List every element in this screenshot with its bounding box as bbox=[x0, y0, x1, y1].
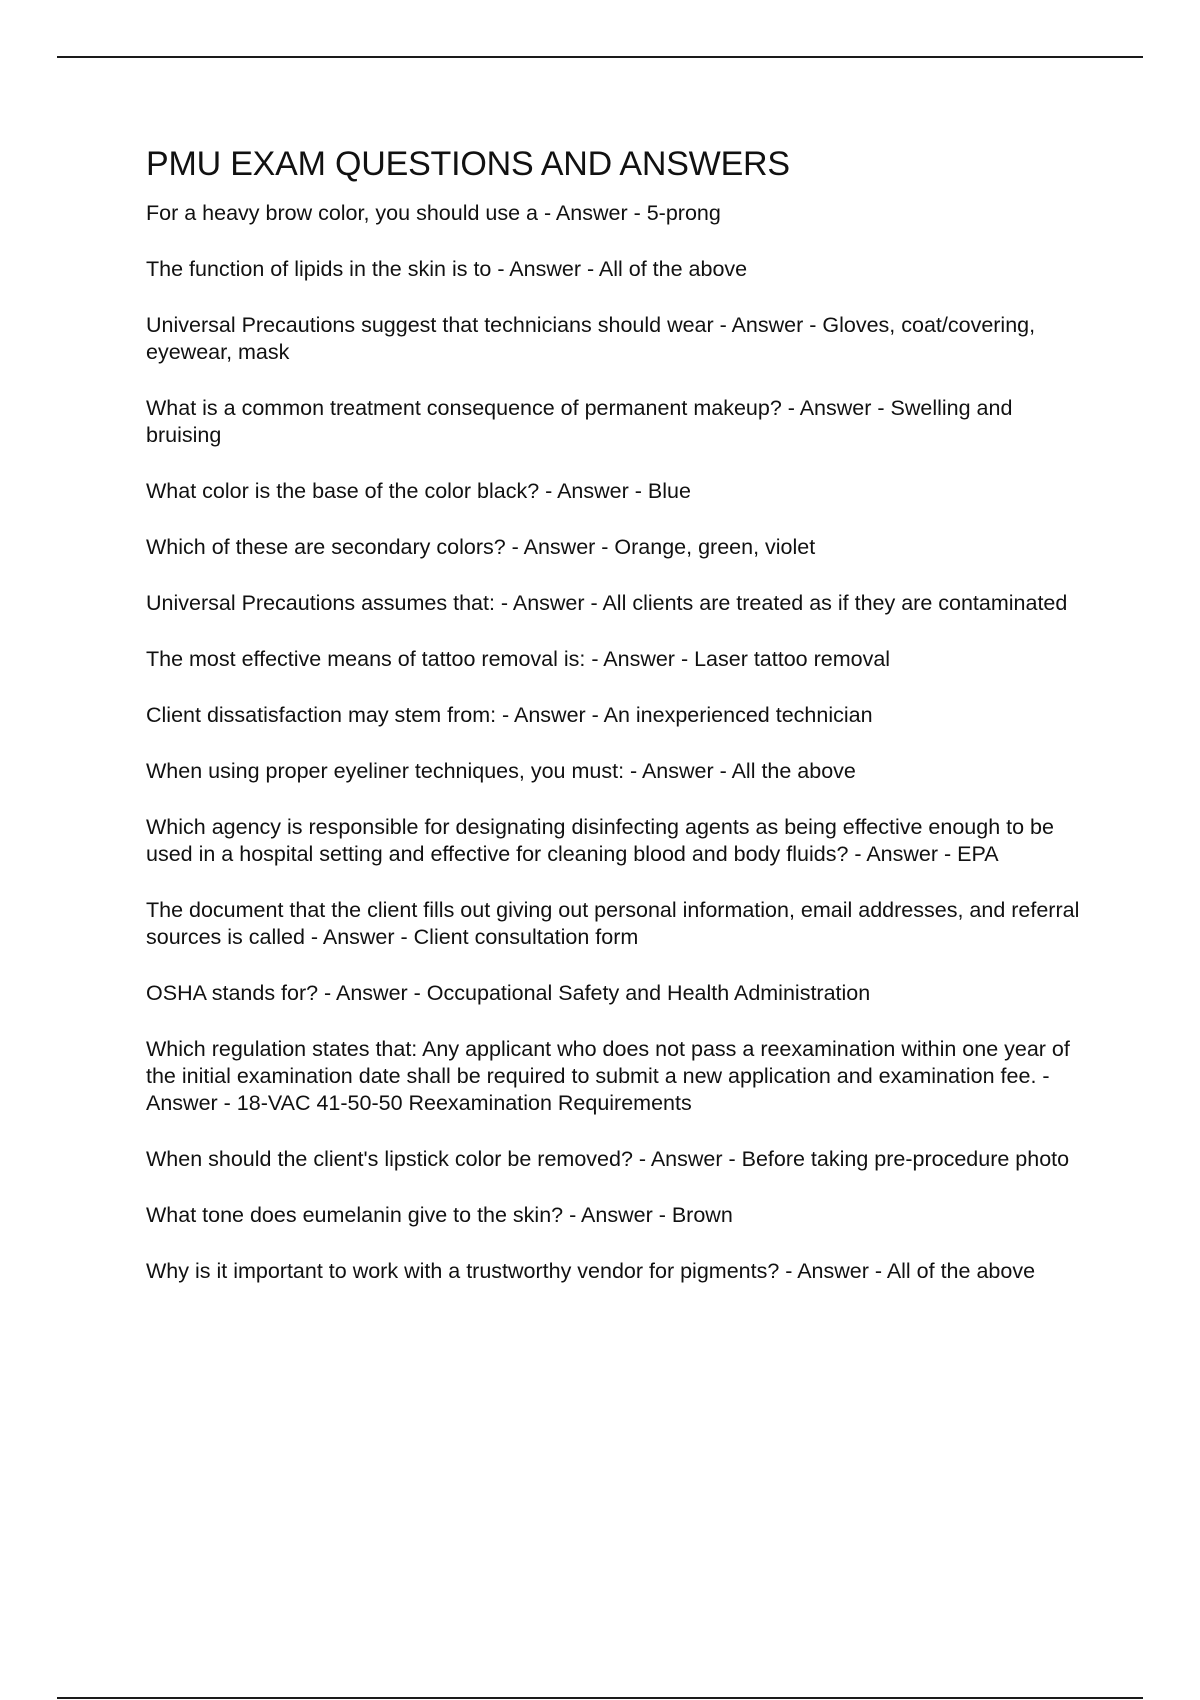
qa-item: The document that the client fills out giving out personal information, email addresses, and referral sources is called - Answer - Client consultation form bbox=[146, 898, 1080, 949]
qa-item: When should the client's lipstick color be removed? - Answer - Before taking pre-procedure photo bbox=[146, 1147, 1070, 1171]
header-rule bbox=[57, 56, 1143, 58]
qa-item: OSHA stands for? - Answer - Occupational Safety and Health Administration bbox=[146, 981, 871, 1005]
qa-item: For a heavy brow color, you should use a - Answer - 5-prong bbox=[146, 201, 721, 225]
qa-item: Which regulation states that: Any applicant who does not pass a reexamination within one year of the initial examination date shall be required to submit a new application and examination fee. - Answer - 18-VAC 41-50-50 Reexamination Requirements bbox=[146, 1037, 1070, 1115]
qa-item: Why is it important to work with a trustworthy vendor for pigments? - Answer - All of the above bbox=[146, 1259, 1036, 1283]
qa-item: What tone does eumelanin give to the skin? - Answer - Brown bbox=[146, 1203, 733, 1227]
qa-item: What color is the base of the color black? - Answer - Blue bbox=[146, 479, 691, 503]
qa-item: The most effective means of tattoo removal is: - Answer - Laser tattoo removal bbox=[146, 647, 891, 671]
document-body bbox=[146, 144, 1092, 1314]
qa-item: Which of these are secondary colors? - Answer - Orange, green, violet bbox=[146, 535, 816, 559]
footer-rule bbox=[57, 1697, 1143, 1699]
qa-item: What is a common treatment consequence of permanent makeup? - Answer - Swelling and bruising bbox=[146, 396, 1013, 447]
qa-item: Universal Precautions suggest that technicians should wear - Answer - Gloves, coat/covering, eyewear, mask bbox=[146, 313, 1036, 364]
qa-item: When using proper eyeliner techniques, you must: - Answer - All the above bbox=[146, 759, 856, 783]
qa-item: The function of lipids in the skin is to - Answer - All of the above bbox=[146, 257, 748, 281]
qa-list bbox=[146, 200, 1092, 1285]
document-title: PMU EXAM QUESTIONS AND ANSWERS bbox=[146, 145, 790, 183]
qa-item: Which agency is responsible for designating disinfecting agents as being effective enough to be used in a hospital setting and effective for cleaning blood and body fluids? - Answer - EPA bbox=[146, 815, 1054, 866]
qa-item: Universal Precautions assumes that: - Answer - All clients are treated as if they are contaminated bbox=[146, 591, 1068, 615]
qa-item: Client dissatisfaction may stem from: - Answer - An inexperienced technician bbox=[146, 703, 873, 727]
